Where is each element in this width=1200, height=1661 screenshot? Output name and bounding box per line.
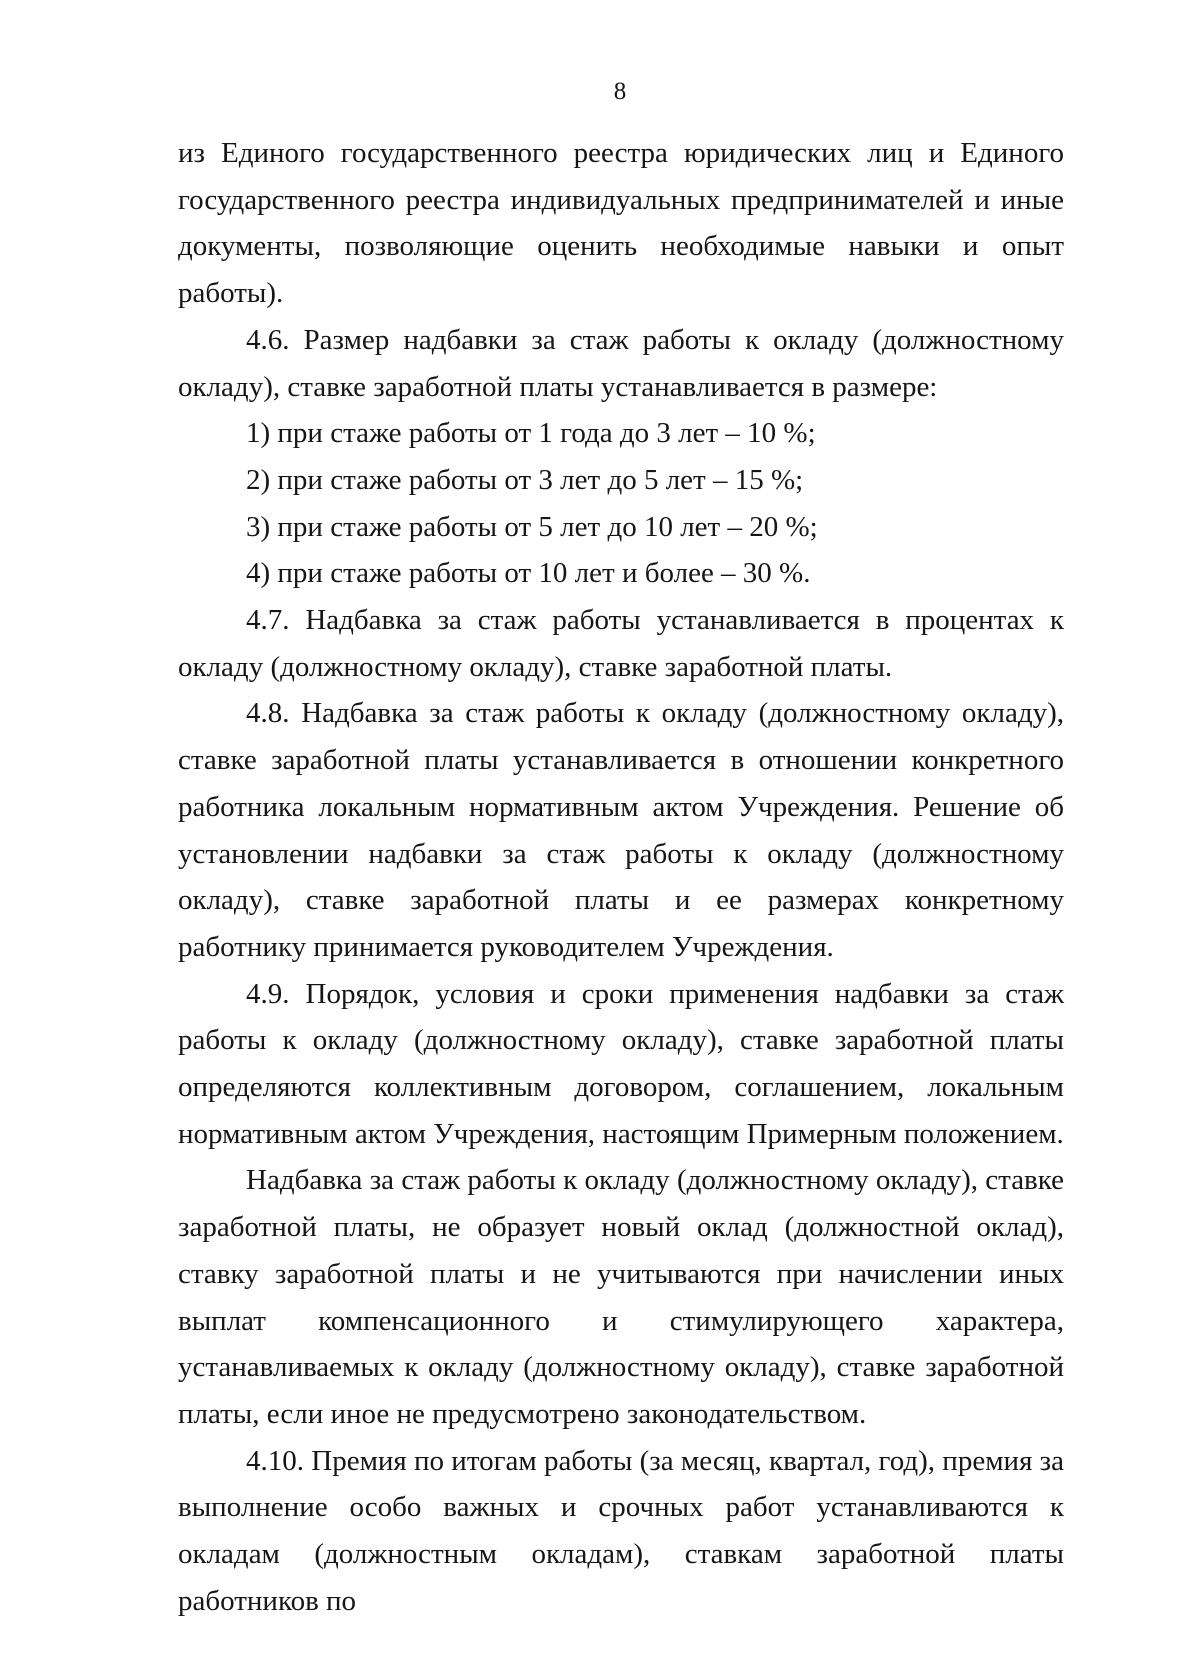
paragraph-4-6: 4.6. Размер надбавки за стаж работы к окладу (должностному окладу), ставке заработной платы устанавливается в размере: — [178, 323, 1064, 403]
list-item-3: 3) при стаже работы от 5 лет до 10 лет – 20 %; — [246, 510, 818, 543]
document-body — [178, 130, 1064, 1625]
paragraph-4-9: 4.9. Порядок, условия и сроки применения надбавки за стаж работы к окладу (должностному окладу), ставке заработной платы определяются коллективным договором, соглашением, локальным нормативным актом Учреждения, настоящим Примерным положением. — [178, 977, 1064, 1150]
list-item-4: 4) при стаже работы от 10 лет и более – 30 %. — [246, 557, 811, 590]
page-number: 8 — [613, 78, 627, 105]
paragraph-bonus-note: Надбавка за стаж работы к окладу (должностному окладу), ставке заработной платы, не образует новый оклад (должностной оклад), ставку заработной платы и не учитываются при начислении иных выплат компенсационного и стимулирующего характера, устанавливаемых к окладу (должностному окладу), ставке заработной платы, если иное не предусмотрено законодательством. — [178, 1164, 1064, 1430]
paragraph-continuation: из Единого государственного реестра юридических лиц и Единого государственного реестра индивидуальных предпринимателей и иные документы, позволяющие оценить необходимые навыки и опыт работы). — [178, 137, 1064, 310]
paragraph-4-8: 4.8. Надбавка за стаж работы к окладу (должностному окладу), ставке заработной платы устанавливается в отношении конкретного работника локальным нормативным актом Учреждения. Решение об установлении надбавки за стаж работы к окладу (должностному окладу), ставке заработной платы и ее размерах конкретному работнику принимается руководителем Учреждения. — [178, 697, 1064, 963]
paragraph-4-10: 4.10. Премия по итогам работы (за месяц, квартал, год), премия за выполнение особо важных и срочных работ устанавливаются к окладам (должностным окладам), ставкам заработной платы работников по — [178, 1444, 1064, 1617]
list-item-1: 1) при стаже работы от 1 года до 3 лет – 10 %; — [246, 417, 816, 450]
list-item-2: 2) при стаже работы от 3 лет до 5 лет – 15 %; — [246, 463, 804, 496]
paragraph-4-7: 4.7. Надбавка за стаж работы устанавливается в процентах к окладу (должностному окладу), ставке заработной платы. — [178, 604, 1064, 683]
